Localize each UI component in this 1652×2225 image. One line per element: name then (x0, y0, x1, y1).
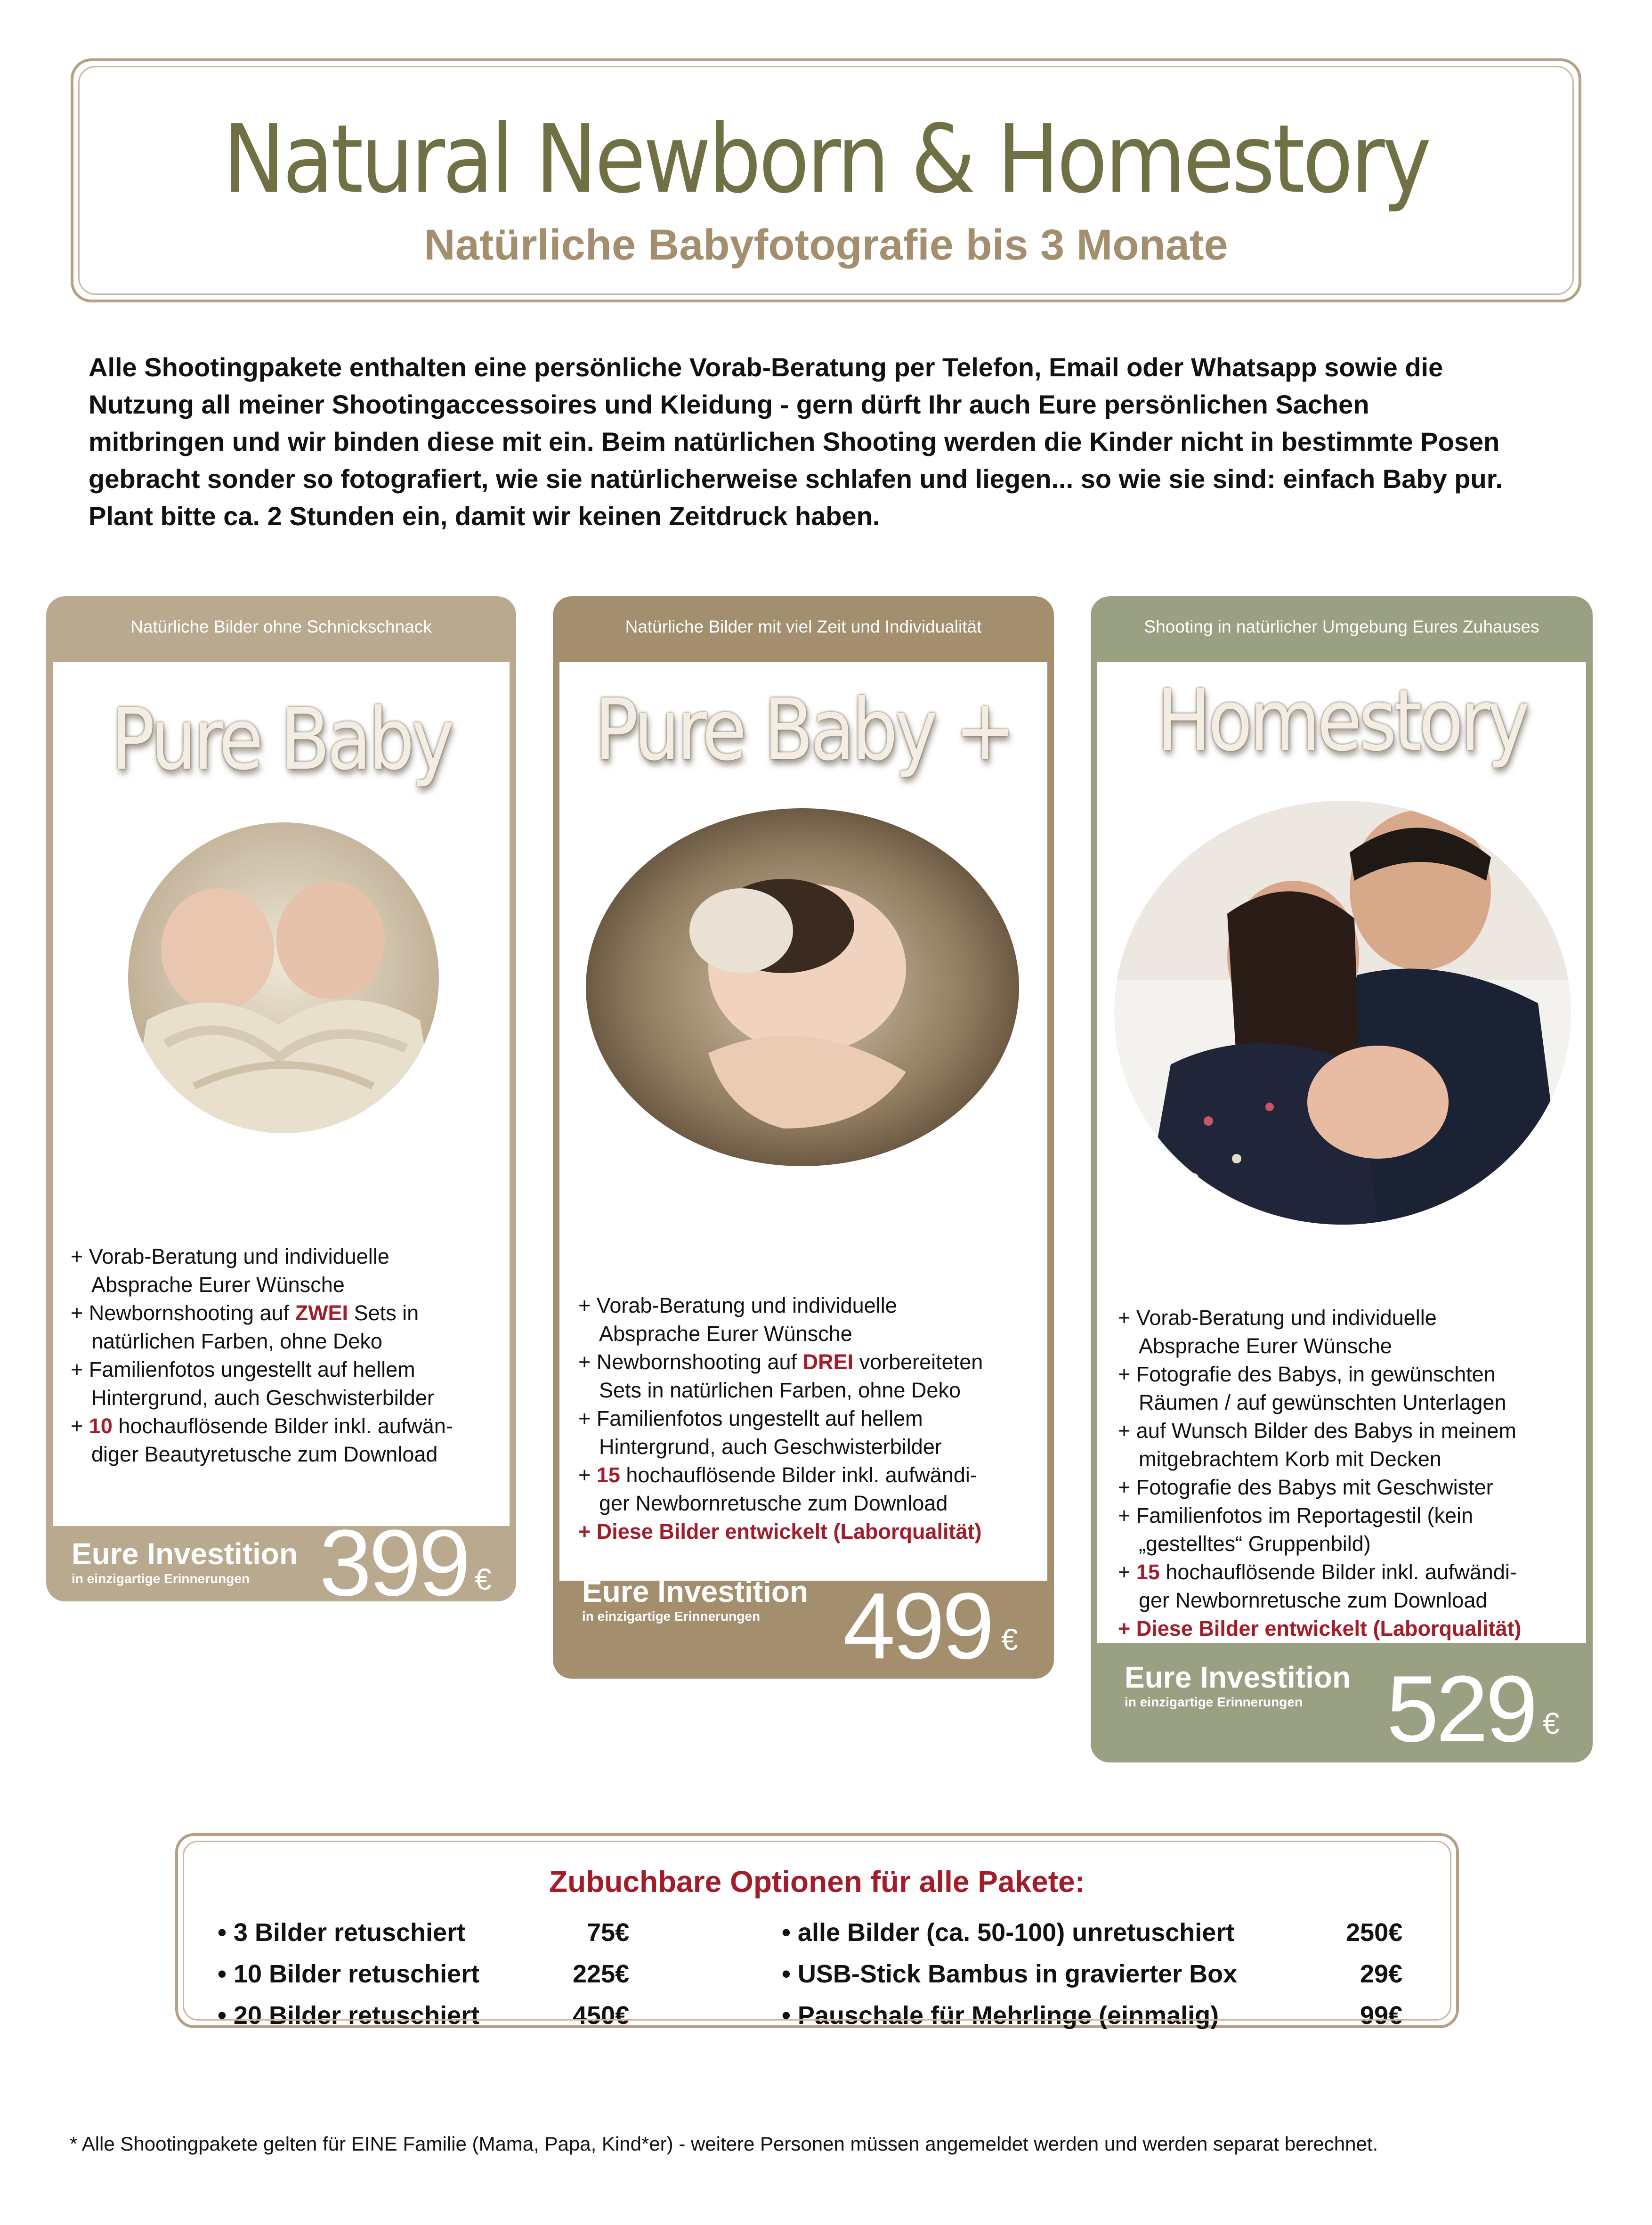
option-label: • USB-Stick Bambus in gravierter Box (782, 1960, 1238, 1988)
feature-item: Absprache Eurer Wünsche (599, 1322, 852, 1346)
feature-item: + Newbornshooting auf ZWEI Sets in (71, 1301, 419, 1325)
option-price: 225€ (573, 1960, 630, 1988)
investment-label: Eure Investition (1125, 1660, 1351, 1694)
feature-item: + Fotografie des Babys, in gewünschten (1118, 1362, 1496, 1386)
feature-item: Hintergrund, auch Geschwisterbilder (599, 1435, 942, 1459)
package-panel (1097, 662, 1586, 1643)
header-box (71, 58, 1581, 302)
feature-item: + auf Wunsch Bilder des Babys in meinem (1118, 1419, 1516, 1443)
investment-sub: in einzigartige Erinnerungen (1125, 1695, 1303, 1709)
family-photo (1114, 801, 1571, 1225)
feature-item: + Vorab-Beratung und individuelle (1118, 1306, 1437, 1330)
page-subtitle: Natürliche Babyfotografie bis 3 Monate (424, 221, 1228, 269)
intro-line: Nutzung all meiner Shootingaccessoires und Kleidung - gern dürft Ihr auch Eure persönlichen Sachen (89, 390, 1369, 419)
package-card-pure-baby-plus (553, 596, 1054, 1679)
investment-label: Eure Investition (582, 1575, 809, 1608)
feature-item: Hintergrund, auch Geschwisterbilder (91, 1386, 434, 1410)
option-price: 75€ (587, 1918, 630, 1947)
option-label: • 20 Bilder retuschiert (218, 2001, 480, 2030)
feature-list (1118, 1304, 1584, 1643)
package-band: Natürliche Bilder ohne Schnickschnack (130, 617, 432, 636)
feature-item: Sets in natürlichen Farben, ohne Deko (599, 1378, 961, 1402)
price: 499 (843, 1574, 992, 1679)
feature-item: + 15 hochauflösende Bilder inkl. aufwändi- (578, 1463, 977, 1487)
feature-item: + Newbornshooting auf DREI vorbereiteten (578, 1350, 983, 1374)
feature-item: ger Newbornretusche zum Download (1139, 1588, 1488, 1612)
option-price: 250€ (1346, 1918, 1403, 1947)
package-title: Pure Baby (111, 690, 452, 789)
price: 399 (319, 1510, 468, 1616)
package-card-homestory (1091, 596, 1593, 1762)
intro-line: gebracht sonder so fotografiert, wie sie natürlicherweise schlafen und liegen... so wie sie sind: einfach Baby pur. (89, 464, 1503, 494)
feature-item: + Vorab-Beratung und individuelle (578, 1293, 897, 1317)
options-title: Zubuchbare Optionen für alle Pakete: (549, 1865, 1085, 1899)
feature-item: + Vorab-Beratung und individuelle (71, 1244, 389, 1268)
option-label: • 10 Bilder retuschiert (218, 1960, 480, 1988)
feature-item: + Diese Bilder entwickelt (Laborqualität) (1118, 1616, 1522, 1640)
package-title: Pure Baby + (594, 681, 1012, 780)
option-label: • 3 Bilder retuschiert (218, 1918, 466, 1947)
feature-item: diger Beautyretusche zum Download (91, 1442, 438, 1466)
feature-item: Absprache Eurer Wünsche (1139, 1334, 1392, 1358)
option-price: 450€ (573, 2001, 630, 2030)
feature-item: Absprache Eurer Wünsche (91, 1273, 345, 1297)
feature-item: + 10 hochauflösende Bilder inkl. aufwän- (71, 1414, 453, 1438)
investment-sub: in einzigartige Erinnerungen (72, 1571, 250, 1586)
intro-text (89, 349, 1567, 535)
intro-line: Plant bitte ca. 2 Stunden ein, damit wir keinen Zeitdruck haben. (89, 501, 880, 531)
option-price: 99€ (1360, 2001, 1403, 2030)
feature-item: ger Newbornretusche zum Download (599, 1491, 948, 1515)
feature-item: mitgebrachtem Korb mit Decken (1139, 1447, 1441, 1471)
options-box (175, 1833, 1459, 2028)
package-panel (53, 662, 510, 1526)
page-title: Natural Newborn & Homestory (223, 105, 1429, 214)
feature-item: + Familienfotos im Reportagestil (kein (1118, 1503, 1474, 1527)
intro-line: Alle Shootingpakete enthalten eine persönliche Vorab-Beratung per Telefon, Email oder Whatsapp sowie die (89, 352, 1443, 382)
option-label: • alle Bilder (ca. 50-100) unretuschiert (782, 1918, 1235, 1947)
package-title: Homestory (1156, 672, 1527, 770)
feature-item: „gestelltes“ Gruppenbild) (1139, 1532, 1371, 1556)
package-band: Shooting in natürlicher Umgebung Eures Zuhauses (1144, 617, 1539, 636)
option-price: 29€ (1360, 1960, 1403, 1988)
investment-label: Eure Investition (72, 1537, 298, 1571)
feature-list (71, 1242, 509, 1469)
feature-item: natürlichen Farben, ohne Deko (91, 1329, 382, 1353)
investment-sub: in einzigartige Erinnerungen (582, 1609, 761, 1624)
feature-item: + Diese Bilder entwickelt (Laborqualität) (578, 1519, 982, 1543)
feature-item: + Familienfotos ungestellt auf hellem (71, 1357, 415, 1381)
price: 529 (1386, 1657, 1535, 1762)
option-label: • Pauschale für Mehrlinge (einmalig) (782, 2001, 1219, 2030)
package-card-pure-baby (46, 596, 516, 1616)
feature-item: Räumen / auf gewünschten Unterlagen (1139, 1390, 1506, 1414)
footnote: * Alle Shootingpakete gelten für EINE Familie (Mama, Papa, Kind*er) - weitere Personen müssen angemeldet werden und werden separat berechnet. (70, 2133, 1378, 2155)
feature-list (578, 1291, 1045, 1546)
currency: € (1543, 1706, 1560, 1740)
newborn-photo (586, 808, 1019, 1166)
twins-photo (128, 822, 439, 1133)
intro-line: mitbringen und wir binden diese mit ein. Beim natürlichen Shooting werden die Kinder nicht in bestimmte Posen (89, 427, 1500, 456)
package-band: Natürliche Bilder mit viel Zeit und Individualität (625, 617, 982, 636)
feature-item: + 15 hochauflösende Bilder inkl. aufwändi- (1118, 1560, 1517, 1584)
feature-item: + Familienfotos ungestellt auf hellem (578, 1406, 923, 1430)
currency: € (475, 1562, 492, 1596)
package-panel (559, 662, 1047, 1581)
feature-item: + Fotografie des Babys mit Geschwister (1118, 1475, 1493, 1499)
currency: € (1001, 1623, 1018, 1657)
